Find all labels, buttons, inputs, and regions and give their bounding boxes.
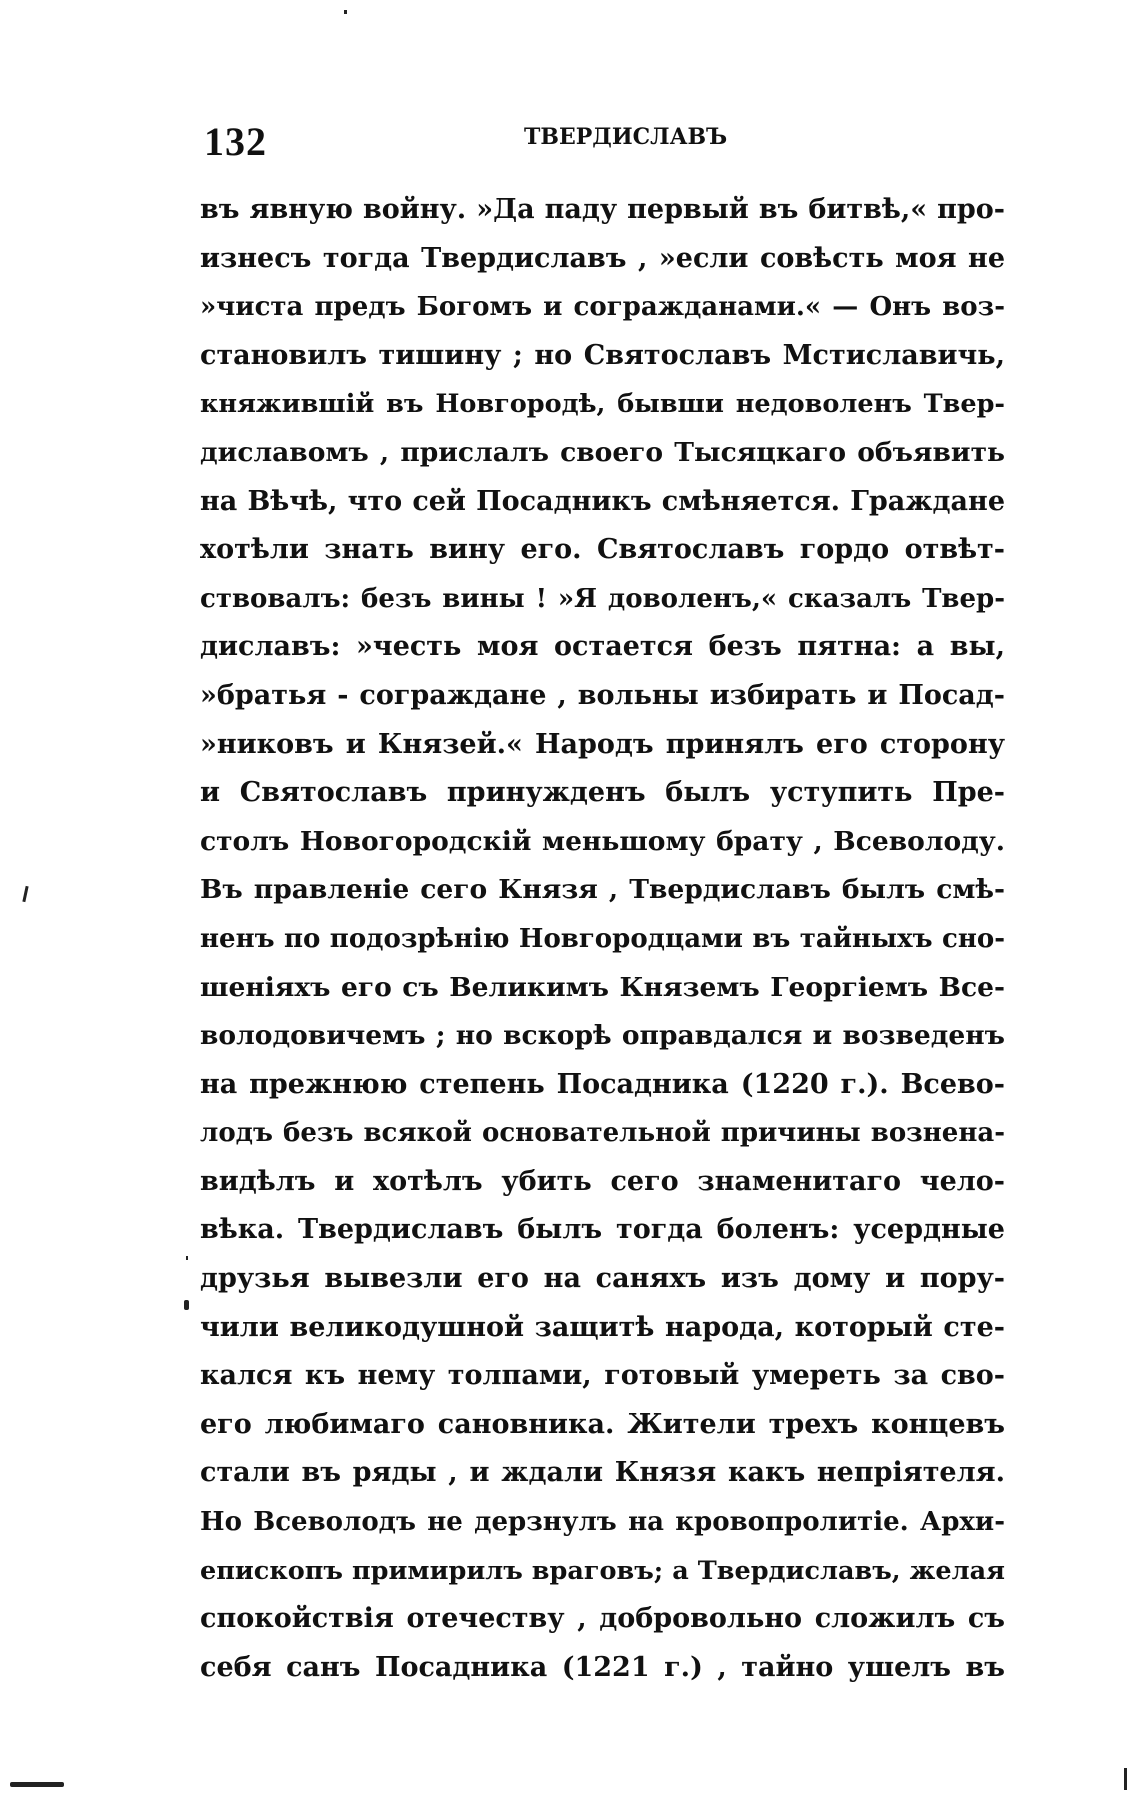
text-line: »братья - сограждане , вольны избирать и Посад-	[200, 679, 1005, 711]
text-line: »чиста предъ Богомъ и согражданами.« — Онъ воз-	[200, 292, 1005, 323]
text-line: шеніяхъ его съ Великимъ Княземъ Георгіемъ Все-	[200, 971, 1005, 1003]
text-line: епископъ примирилъ враговъ; а Твердиславъ, желая	[200, 1555, 1005, 1586]
scan-speck	[184, 1300, 189, 1310]
scan-speck	[344, 10, 347, 14]
text-line: столъ Новогородскій меньшому брату , Всеволоду.	[200, 825, 1005, 857]
text-line: ствовалъ: безъ вины ! »Я доволенъ,« сказалъ Твер-	[200, 583, 1005, 614]
text-line: володовичемъ ; но вскорѣ оправдался и возведенъ	[200, 1020, 1005, 1052]
text-line: и Святославъ принужденъ былъ уступить Пре-	[200, 777, 1005, 809]
scan-speck	[186, 1256, 188, 1260]
text-line: на прежнюю степень Посадника (1220 г.). Всево-	[200, 1068, 1005, 1100]
text-line: Но Всеволодъ не дерзнулъ на кровопролитіе. Архи-	[200, 1507, 1005, 1538]
text-line: становилъ тишину ; но Святославъ Мстиславичь,	[200, 339, 1005, 371]
text-line: изнесъ тогда Твердиславъ , »если совѣсть моя не	[200, 242, 1005, 274]
text-line: въ явную войну. »Да паду первый въ битвѣ,« про-	[200, 194, 1005, 225]
text-line: видѣлъ и хотѣлъ убить сего знаменитаго чело-	[200, 1165, 1005, 1197]
text-line: диславъ: »честь моя остается безъ пятна: а вы,	[200, 631, 1005, 663]
text-line: себя санъ Посадника (1221 г.) , тайно ушелъ въ	[200, 1651, 1005, 1683]
text-line: друзья вывезли его на саняхъ изъ дому и пору-	[200, 1263, 1005, 1295]
text-line: ненъ по подозрѣнію Новгородцами въ тайныхъ сно-	[200, 923, 1005, 954]
body-text	[200, 186, 1005, 1692]
text-line: его любимаго сановника. Жители трехъ концевъ	[200, 1408, 1005, 1440]
text-line: Въ правленіе сего Князя , Твердиславъ былъ смѣ-	[200, 874, 1005, 906]
text-line: »никовъ и Князей.« Народъ принялъ его сторону	[200, 728, 1005, 760]
text-line: стали въ ряды , и ждали Князя какъ непріятеля.	[200, 1457, 1005, 1489]
text-line: чили великодушной защитѣ народа, который сте-	[200, 1311, 1005, 1343]
running-head: ТВЕРДИСЛАВЪ	[524, 124, 728, 150]
page-header	[204, 118, 1004, 178]
text-line: спокойствія отечеству , добровольно сложилъ съ	[200, 1603, 1005, 1635]
text-line: на Вѣчѣ, что сей Посадникъ смѣняется. Граждане	[200, 485, 1005, 517]
text-line: диславомъ , прислалъ своего Тысяцкаго объявить	[200, 436, 1005, 468]
text-line: хотѣли знать вину его. Святославъ гордо отвѣт-	[200, 534, 1005, 566]
scan-speck	[22, 886, 28, 902]
page-number: 132	[204, 119, 267, 164]
text-line: княжившій въ Новгородѣ, бывши недоволенъ Твер-	[200, 389, 1005, 420]
text-line: вѣка. Твердиславъ былъ тогда боленъ: усердные	[200, 1214, 1005, 1246]
scan-speck	[1124, 1768, 1127, 1790]
scan-speck	[10, 1782, 64, 1787]
text-line: кался къ нему толпами, готовый умереть за сво-	[200, 1360, 1005, 1392]
text-line: лодъ безъ всякой основательной причины вознена-	[200, 1118, 1005, 1149]
